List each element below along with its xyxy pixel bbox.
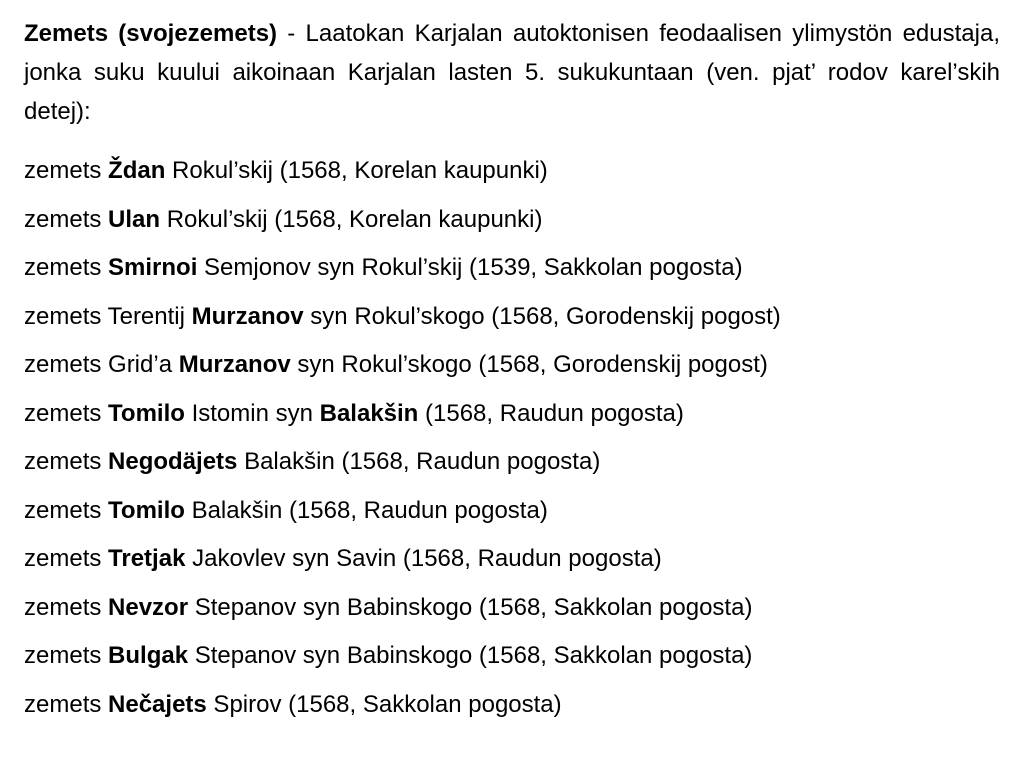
- entry-name: Tretjak: [108, 545, 186, 572]
- list-item: [24, 681, 1000, 730]
- list-item: [24, 196, 1000, 245]
- list-item: [24, 632, 1000, 681]
- list-item: [24, 147, 1000, 196]
- entry-detail: syn Rokul’skogo (1568, Gorodenskij pogost): [290, 351, 768, 378]
- entry-detail: Semjonov syn Rokul’skij (1539, Sakkolan pogosta): [197, 254, 743, 281]
- list-item: [24, 438, 1000, 487]
- list-item: [24, 341, 1000, 390]
- entry-detail: Spirov (1568, Sakkolan pogosta): [206, 690, 562, 718]
- entry-prefix: zemets Terentij: [24, 302, 192, 330]
- entry-name: Murzanov: [191, 302, 304, 330]
- list-item: [24, 244, 1000, 293]
- entry-name: Tomilo: [108, 399, 185, 427]
- entry-name: Tomilo: [108, 496, 185, 524]
- entry-detail: Istomin syn: [184, 399, 320, 427]
- entry-detail: Balakšin (1568, Raudun pogosta): [184, 496, 548, 524]
- entry-detail: Stepanov syn Babinskogo (1568, Sakkolan pogosta): [188, 642, 753, 669]
- entry-name: Nečajets: [108, 690, 207, 718]
- entry-detail: Stepanov syn Babinskogo (1568, Sakkolan pogosta): [188, 593, 753, 621]
- entry-prefix: zemets: [24, 593, 109, 621]
- entry-prefix: zemets: [24, 205, 109, 233]
- entry-name: Ždan: [108, 157, 166, 184]
- entry-name: Negodäjets: [108, 448, 238, 475]
- entry-source: (1568, Raudun pogosta): [418, 399, 684, 427]
- list-item: [24, 390, 1000, 439]
- entry-prefix: zemets: [24, 448, 109, 475]
- intro-paragraph: [24, 14, 1000, 131]
- list-item: [24, 293, 1000, 342]
- entry-prefix: zemets: [24, 254, 109, 281]
- entry-detail: Jakovlev syn Savin (1568, Raudun pogosta): [185, 545, 662, 572]
- entry-detail: syn Rokul’skogo (1568, Gorodenskij pogost): [303, 302, 781, 330]
- entry-name: Smirnoi: [108, 254, 198, 281]
- entry-prefix: zemets: [24, 545, 109, 572]
- entry-prefix: zemets Grid’a: [24, 351, 179, 378]
- slide-content: [24, 14, 1000, 729]
- entry-detail: Rokul’skij (1568, Korelan kaupunki): [165, 157, 548, 184]
- entry-name: Murzanov: [178, 351, 291, 378]
- entry-detail: Balakšin (1568, Raudun pogosta): [237, 448, 601, 475]
- intro-term: Zemets (svojezemets): [24, 20, 278, 47]
- list-item: [24, 487, 1000, 536]
- entry-name: Ulan: [108, 205, 161, 233]
- entry-prefix: zemets: [24, 496, 109, 524]
- entry-name: Bulgak: [108, 642, 189, 669]
- intro-text: - Laatokan Karjalan autoktonisen feodaalisen ylimystön edustaja, jonka suku kuului aikoinaan Karjalan lasten 5. sukukuntaan (ven. pjat’ rodov karel’skih detej):: [24, 20, 1000, 125]
- entry-prefix: zemets: [24, 690, 109, 718]
- list-item: [24, 535, 1000, 584]
- entry-detail: Rokul’skij (1568, Korelan kaupunki): [160, 205, 543, 233]
- zemets-list: [24, 147, 1000, 729]
- entry-name: Nevzor: [108, 593, 189, 621]
- list-item: [24, 584, 1000, 633]
- entry-prefix: zemets: [24, 399, 109, 427]
- entry-surname: Balakšin: [319, 399, 419, 427]
- entry-prefix: zemets: [24, 157, 109, 184]
- entry-prefix: zemets: [24, 642, 109, 669]
